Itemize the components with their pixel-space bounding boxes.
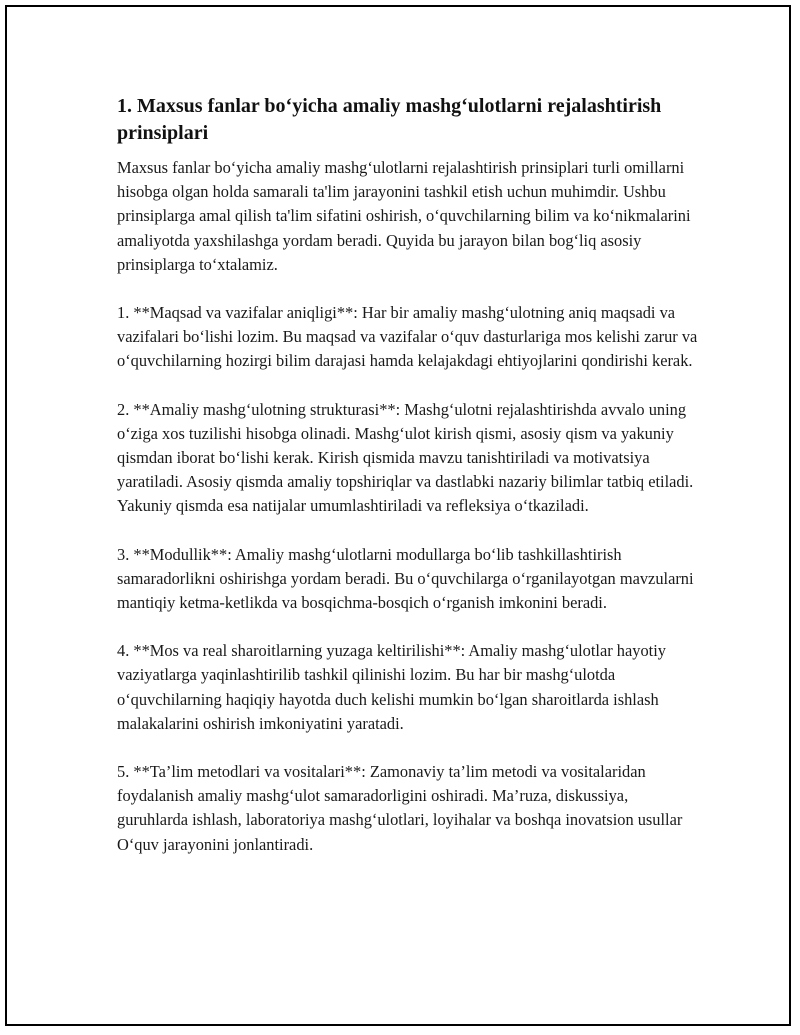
principle-2-paragraph: 2. **Amaliy mashg‘ulotning strukturasi**: Mashg‘ulotni rejalashtirishda avvalo uning o‘ziga xos tuzilishi hisobga olinadi. Mashg‘ulot kirish qismi, asosiy qism va yakuniy qismdan iborat bo‘lishi kerak. Kirish qismida mavzu tanishtiriladi va motivatsiya yaratiladi. Asosiy qismda amaliy topshiriqlar va dastlabki nazariy bilimlar tatbiq etiladi. Yakuniy qismda esa natijalar umumlashtiriladi va refleksiya o‘tkaziladi. <box>117 399 694 516</box>
document-title: 1. Maxsus fanlar bo‘yicha amaliy mashg‘ulotlarni rejalashtirish prinsiplari <box>117 95 662 144</box>
principle-5-paragraph: 5. **Ta’lim metodlari va vositalari**: Zamonaviy ta’lim metodi va vositalaridan foydalanish amaliy mashg‘ulot samaradorligini oshiradi. Ma’ruza, diskussiya, guruhlarda ishlash, laboratoriya mashg‘ulotlari, loyihalar va boshqa inovatsion usullar O‘quv jarayonini jonlantiradi. <box>117 762 683 854</box>
intro-paragraph: Maxsus fanlar bo‘yicha amaliy mashg‘ulotlarni rejalashtirish prinsiplari turli omillarni hisobga olgan holda samarali ta'lim jarayonini tashkil etish uchun muhimdir. Ushbu prinsiplarga amal qilish ta'lim sifatini oshirish, o‘quvchilarning bilim va ko‘nikmalarini amaliyotda yaxshilashga yordam beradi. Quyida bu jarayon bilan bog‘liq asosiy prinsiplarga to‘xtalamiz. <box>117 158 691 274</box>
document-body <box>117 93 702 881</box>
principle-3-paragraph: 3. **Modullik**: Amaliy mashg‘ulotlarni modullarga bo‘lib tashkillashtirish samaradorlikni oshirishga yordam beradi. Bu o‘quvchilarga o‘rganilayotgan mavzularni mantiqiy ketma-ketlikda va bosqichma-bosqich o‘rganish imkonini beradi. <box>117 544 694 613</box>
principle-4-paragraph: 4. **Mos va real sharoitlarning yuzaga keltirilishi**: Amaliy mashg‘ulotlar hayotiy vaziyatlarga yaqinlashtirilib tashkil qilinishi lozim. Bu har bir mashg‘ulotda o‘quvchilarning haqiqiy hayotda duch kelishi mumkin bo‘lgan sharoitlarda ishlash malakalarini oshirish imkoniyatini yaratadi. <box>117 641 666 733</box>
principle-1-paragraph: 1. **Maqsad va vazifalar aniqligi**: Har bir amaliy mashg‘ulotning aniq maqsadi va vazifalari bo‘lishi lozim. Bu maqsad va vazifalar o‘quv dasturlariga mos kelishi zarur va o‘quvchilarning hozirgi bilim darajasi hamda kelajakdagi ehtiyojlarini qondirishi kerak. <box>117 303 698 371</box>
